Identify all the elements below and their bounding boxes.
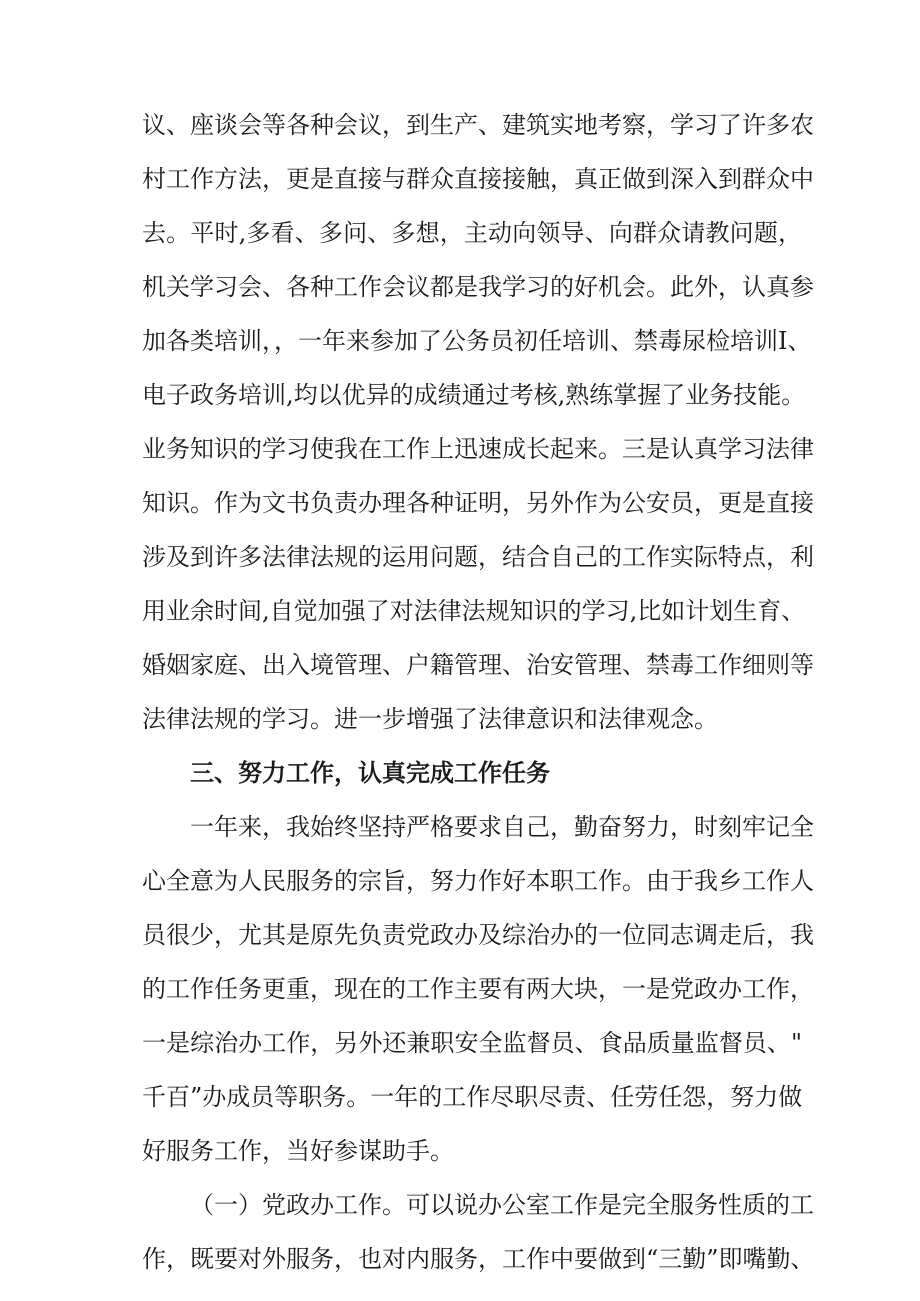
- text-line: 员很少，尤其是原先负责党政办及综治办的一位同志调走后，我: [142, 921, 814, 949]
- text-line: 电子政务培训,均以优异的成绩通过考核,熟练掌握了业务技能。: [142, 381, 806, 409]
- text-line: 涉及到许多法律法规的运用问题，结合自己的工作实际特点，利: [142, 543, 814, 571]
- text-line: 去。平时,多看、多问、多想，主动向领导、向群众请教问题，: [142, 219, 802, 247]
- text-line: 婚姻家庭、出入境管理、户籍管理、治安管理、禁毒工作细则等: [142, 651, 814, 679]
- text-line: 村工作方法，更是直接与群众直接接触，真正做到深入到群众中: [142, 165, 814, 193]
- text-line: 业务知识的学习使我在工作上迅速成长起来。三是认真学习法律: [142, 435, 814, 463]
- text-line: 机关学习会、各种工作会议都是我学习的好机会。此外，认真参: [142, 273, 814, 301]
- text-line: 千百”办成员等职务。一年的工作尽职尽责、任劳任怨，努力做: [142, 1083, 803, 1111]
- text-line: 法律法规的学习。进一步增强了法律意识和法律观念。: [142, 705, 718, 733]
- text-line: 议、座谈会等各种会议，到生产、建筑实地考察，学习了许多农: [142, 111, 814, 139]
- text-line: 一是综治办工作，另外还兼职安全监督员、食品质量监督员、": [142, 1029, 802, 1057]
- text-line: 的工作任务更重，现在的工作主要有两大块，一是党政办工作，: [142, 975, 814, 1003]
- text-line: 作，既要对外服务，也对内服务，工作中要做到“三勤”即嘴勤、: [142, 1245, 815, 1273]
- text-line: 一年来，我始终坚持严格要求自己，勤奋努力，时刻牢记全: [190, 813, 814, 841]
- text-line: 心全意为人民服务的宗旨，努力作好本职工作。由于我乡工作人: [142, 867, 814, 895]
- text-line: 用业余时间,自觉加强了对法律法规知识的学习,比如计划生育、: [142, 597, 806, 625]
- text-line: （一）党政办工作。可以说办公室工作是完全服务性质的工: [190, 1191, 814, 1219]
- section-heading: 三、努力工作，认真完成工作任务: [190, 759, 550, 787]
- text-line: 知识。作为文书负责办理各种证明，另外作为公安员，更是直接: [142, 489, 814, 517]
- text-line: 加各类培训，，一年来参加了公务员初任培训、禁毒尿检培训I、: [142, 327, 812, 355]
- text-line: 好服务工作，当好参谋助手。: [142, 1137, 454, 1165]
